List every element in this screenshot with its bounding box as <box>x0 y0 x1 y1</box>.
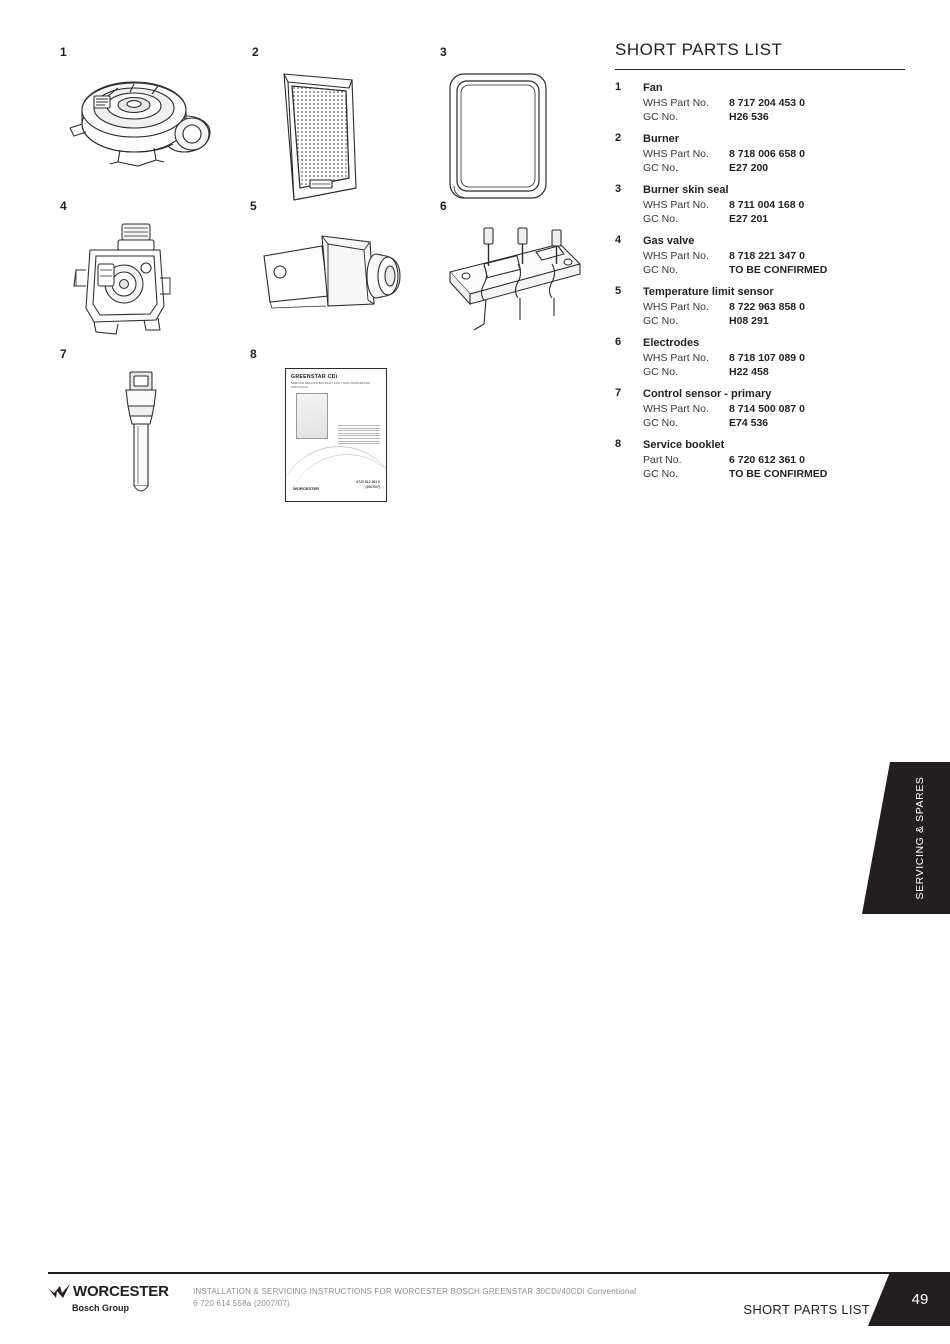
part-number-2: 2 <box>252 45 259 59</box>
part-cell-6 <box>440 200 590 350</box>
item-row <box>643 198 905 212</box>
list-item <box>615 387 905 430</box>
list-item <box>615 285 905 328</box>
item-row <box>643 365 905 379</box>
burner-skin-seal-illustration <box>440 66 560 206</box>
part-number-6: 6 <box>440 199 447 213</box>
item-row <box>643 453 905 467</box>
part-cell-5 <box>250 200 410 330</box>
item-row-value: H08 291 <box>729 315 769 327</box>
footer-section-title: SHORT PARTS LIST <box>743 1302 870 1317</box>
side-tab-line-2: & SPARES <box>913 776 926 834</box>
booklet-logo: WORCESTER <box>293 486 319 491</box>
item-row-value: 8 711 004 168 0 <box>729 199 805 211</box>
item-index: 5 <box>615 285 622 297</box>
part-cell-2 <box>252 46 382 206</box>
item-row-label: WHS Part No. <box>643 148 709 160</box>
part-number-1: 1 <box>60 45 67 59</box>
part-cell-1 <box>60 46 220 176</box>
item-row <box>643 351 905 365</box>
list-item <box>615 81 905 124</box>
worcester-swoosh-icon <box>48 1284 70 1300</box>
item-title: Burner skin seal <box>643 184 729 196</box>
item-title: Gas valve <box>643 235 695 247</box>
item-row <box>643 212 905 226</box>
item-row-value: 8 722 963 858 0 <box>729 301 805 313</box>
short-parts-list <box>615 40 905 489</box>
item-row <box>643 416 905 430</box>
booklet-product-image <box>296 393 328 439</box>
part-cell-7 <box>60 348 180 506</box>
item-index: 3 <box>615 183 622 195</box>
side-tab-line-1: SERVICING <box>913 836 926 900</box>
item-row-value: TO BE CONFIRMED <box>729 264 828 276</box>
list-item <box>615 336 905 379</box>
part-number-7: 7 <box>60 347 67 361</box>
item-row <box>643 263 905 277</box>
item-row-value: 8 718 221 347 0 <box>729 250 805 262</box>
list-item <box>615 234 905 277</box>
item-row-label: GC No. <box>643 366 679 378</box>
item-index: 7 <box>615 387 622 399</box>
item-title: Service booklet <box>643 439 725 451</box>
item-row <box>643 402 905 416</box>
footer-divider <box>48 1272 903 1274</box>
item-row-label: GC No. <box>643 417 679 429</box>
footer-line-2: 6 720 614 558a (2007/07) <box>193 1299 290 1308</box>
item-row-label: GC No. <box>643 468 679 480</box>
item-row-label: GC No. <box>643 315 679 327</box>
booklet-subtitle: SERVICE RECORD BOOKLET FOR YOUR WORCESTER APPLIANCE <box>291 381 370 389</box>
footer-line-1: INSTALLATION & SERVICING INSTRUCTIONS FOR WORCESTER BOSCH GREENSTAR 30CDi/40CDi Conventional <box>193 1287 637 1296</box>
page-number-tab <box>890 1272 950 1326</box>
booklet-code-number: 6720 612 361 0 <box>356 480 380 484</box>
item-row-label: GC No. <box>643 264 679 276</box>
item-row-value: E74 536 <box>729 417 769 429</box>
item-title: Control sensor - primary <box>643 388 772 400</box>
item-row-label: GC No. <box>643 213 679 225</box>
part-cell-3 <box>440 46 560 206</box>
booklet-text-lines <box>338 425 380 446</box>
item-row-label: Part No. <box>643 454 682 466</box>
brand-name: WORCESTER <box>73 1283 169 1300</box>
item-row-value: 8 714 500 087 0 <box>729 403 805 415</box>
item-row-value: 8 717 204 453 0 <box>729 97 805 109</box>
part-number-3: 3 <box>440 45 447 59</box>
part-cell-8 <box>250 348 387 502</box>
footer-document-info <box>193 1286 713 1310</box>
burner-illustration <box>252 66 382 206</box>
item-row-value: 6 720 612 361 0 <box>729 454 805 466</box>
item-row-value: E27 201 <box>729 213 769 225</box>
parts-diagram <box>0 0 600 520</box>
page-footer <box>0 1272 950 1344</box>
item-row-label: WHS Part No. <box>643 250 709 262</box>
item-index: 1 <box>615 81 622 93</box>
booklet-title: GREENSTAR CDi <box>291 374 338 380</box>
service-booklet-illustration <box>285 368 387 502</box>
temperature-limit-sensor-illustration <box>250 220 410 330</box>
item-title: Electrodes <box>643 337 700 349</box>
item-row <box>643 300 905 314</box>
item-row-value: 8 718 006 658 0 <box>729 148 805 160</box>
electrodes-illustration <box>440 220 590 350</box>
item-row <box>643 110 905 124</box>
item-row-label: GC No. <box>643 162 679 174</box>
part-number-8: 8 <box>250 347 257 361</box>
item-title: Temperature limit sensor <box>643 286 774 298</box>
page-number: 49 <box>911 1290 929 1308</box>
item-row <box>643 161 905 175</box>
item-row-value: H26 536 <box>729 111 769 123</box>
title-divider <box>615 69 905 70</box>
section-side-tab <box>890 762 950 914</box>
item-row <box>643 314 905 328</box>
brand-subtitle: Bosch Group <box>72 1303 130 1313</box>
item-row-label: WHS Part No. <box>643 352 709 364</box>
item-row-label: WHS Part No. <box>643 403 709 415</box>
gas-valve-illustration <box>60 220 190 340</box>
item-row <box>643 96 905 110</box>
brand-logo <box>48 1284 198 1313</box>
item-row <box>643 249 905 263</box>
item-row-label: WHS Part No. <box>643 301 709 313</box>
item-title: Burner <box>643 133 680 145</box>
list-item <box>615 132 905 175</box>
item-row-value: E27 200 <box>729 162 769 174</box>
item-row-label: GC No. <box>643 111 679 123</box>
item-row-value: TO BE CONFIRMED <box>729 468 828 480</box>
part-number-5: 5 <box>250 199 257 213</box>
item-row <box>643 467 905 481</box>
booklet-code <box>356 480 380 489</box>
list-item <box>615 183 905 226</box>
section-side-tab-label <box>890 762 950 914</box>
page-title: SHORT PARTS LIST <box>615 40 783 59</box>
item-row-label: WHS Part No. <box>643 97 709 109</box>
item-index: 8 <box>615 438 622 450</box>
item-index: 4 <box>615 234 622 246</box>
item-index: 6 <box>615 336 622 348</box>
control-sensor-illustration <box>110 366 180 506</box>
list-item <box>615 438 905 481</box>
item-index: 2 <box>615 132 622 144</box>
part-cell-4 <box>60 200 190 340</box>
item-row-value: H22 458 <box>729 366 769 378</box>
item-title: Fan <box>643 82 663 94</box>
part-number-4: 4 <box>60 199 67 213</box>
booklet-code-date: (2007/07) <box>365 484 380 489</box>
item-row-value: 8 718 107 089 0 <box>729 352 805 364</box>
fan-illustration <box>60 66 220 176</box>
item-row <box>643 147 905 161</box>
item-row-label: WHS Part No. <box>643 199 709 211</box>
